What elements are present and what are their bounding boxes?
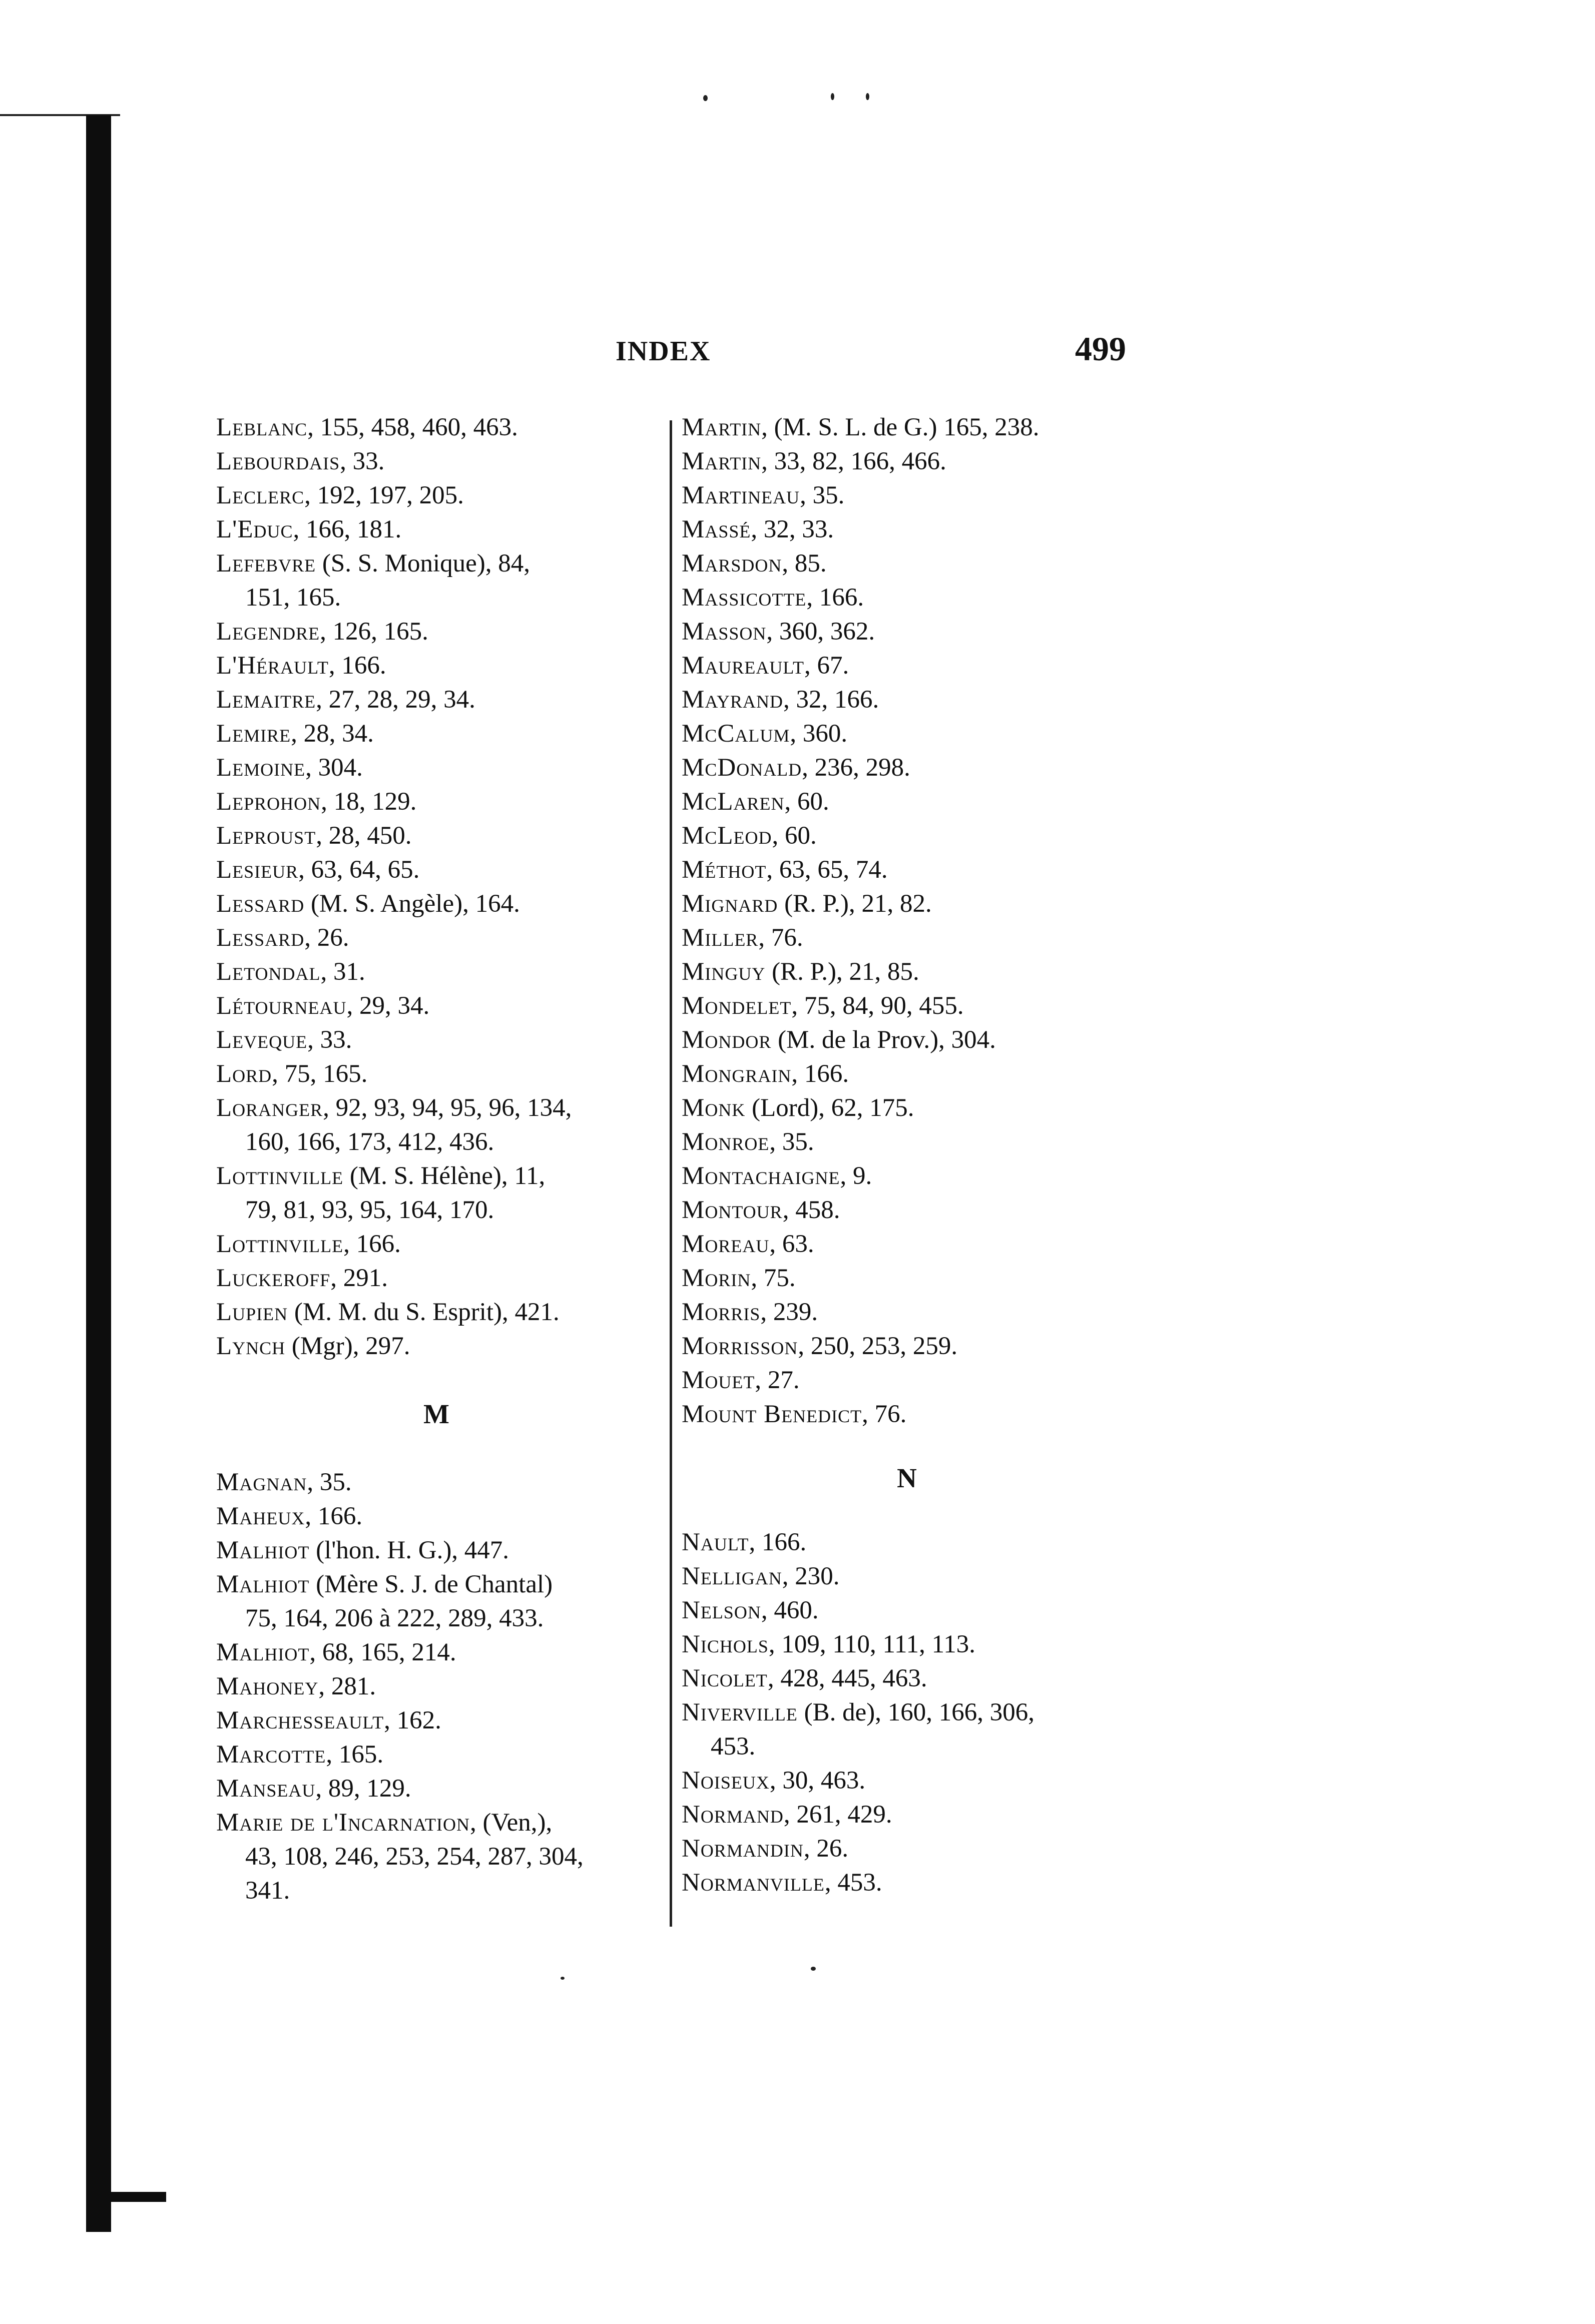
entry-name: Montour xyxy=(682,1196,783,1224)
index-entry xyxy=(682,887,1132,921)
entry-references: , 75, 84, 90, 455. xyxy=(791,992,964,1020)
entry-name: Magnan xyxy=(216,1468,307,1496)
entry-references: , 109, 110, 111, 113. xyxy=(768,1630,976,1658)
index-entry xyxy=(216,1091,657,1125)
entry-references: , 63, 64, 65. xyxy=(298,856,420,884)
entry-name: Morrisson xyxy=(682,1332,798,1360)
entry-name: Manseau xyxy=(216,1775,316,1803)
entry-name: Massé xyxy=(682,515,751,543)
entry-references: , 35. xyxy=(307,1468,352,1496)
index-entry xyxy=(216,1737,657,1772)
index-entry xyxy=(682,1057,1132,1091)
entry-references: 341. xyxy=(245,1877,290,1905)
entry-references: , 453. xyxy=(824,1869,882,1897)
index-entry xyxy=(682,615,1132,649)
entry-references: , 92, 93, 94, 95, 96, 134, xyxy=(323,1094,572,1122)
entry-references: , (Ven,), xyxy=(470,1809,553,1837)
index-entry xyxy=(682,1695,1132,1729)
index-entry xyxy=(682,410,1132,444)
index-entry xyxy=(682,444,1132,478)
entry-references: (Mère S. J. de Chantal) xyxy=(309,1570,553,1598)
index-entry-continuation xyxy=(216,1193,657,1227)
page-number: 499 xyxy=(1075,330,1126,368)
entry-name: Mignard xyxy=(682,890,778,918)
entry-name: Malhiot xyxy=(216,1536,310,1564)
entry-references: , 35. xyxy=(769,1128,814,1156)
entry-name: Marsdon xyxy=(682,549,782,577)
entry-references: , 33. xyxy=(307,1026,352,1054)
index-entry xyxy=(216,1703,657,1737)
letter-heading-n: N xyxy=(897,1463,917,1493)
entry-references: (M. de la Prov.), 304. xyxy=(771,1026,996,1054)
entry-name: Martin xyxy=(682,413,762,441)
entry-name: Marie de l'Incarnation xyxy=(216,1809,470,1837)
entry-references: , 68, 165, 214. xyxy=(309,1638,456,1666)
entry-references: , 162. xyxy=(384,1706,441,1734)
entry-references: , 165. xyxy=(326,1740,384,1769)
entry-name: Morris xyxy=(682,1298,761,1326)
entry-name: Maheux xyxy=(216,1502,305,1530)
entry-references: , 291. xyxy=(330,1264,388,1292)
entry-references: , 458. xyxy=(782,1196,840,1224)
entry-name: Leprohon xyxy=(216,788,321,816)
index-entry xyxy=(682,751,1132,785)
entry-references: 75, 164, 206 à 222, 289, 433. xyxy=(245,1604,544,1632)
entry-references: , 28, 34. xyxy=(291,720,374,748)
binding-shadow-foot xyxy=(111,2192,166,2202)
index-entry xyxy=(682,512,1132,546)
entry-references: , 166, 181. xyxy=(293,515,402,543)
entry-name: Létourneau xyxy=(216,992,347,1020)
index-entry xyxy=(216,1261,657,1295)
index-entry xyxy=(216,1533,657,1567)
index-entry xyxy=(216,1806,657,1840)
entry-name: Lynch xyxy=(216,1332,286,1360)
entry-references: , 28, 450. xyxy=(316,822,412,850)
scan-speck xyxy=(831,93,834,100)
entry-references: , 239. xyxy=(760,1298,818,1326)
index-entry xyxy=(682,580,1132,615)
entry-references: , 35. xyxy=(800,481,845,509)
index-entry xyxy=(216,546,657,580)
scan-speck xyxy=(866,93,869,100)
entry-references: , 460. xyxy=(761,1596,819,1624)
entry-name: Monk xyxy=(682,1094,746,1122)
entry-name: Mount Benedict xyxy=(682,1400,862,1428)
index-entry xyxy=(682,1661,1132,1695)
index-entry xyxy=(216,649,657,683)
index-entry xyxy=(682,1866,1132,1900)
entry-references: , 166. xyxy=(343,1230,401,1258)
entry-name: Niverville xyxy=(682,1698,798,1726)
entry-name: Martineau xyxy=(682,481,800,509)
entry-name: Lesieur xyxy=(216,856,299,884)
index-entry xyxy=(682,1764,1132,1798)
index-entry xyxy=(682,1832,1132,1866)
index-entry xyxy=(216,1295,657,1329)
entry-references: , 32, 33. xyxy=(751,515,834,543)
index-entry-continuation xyxy=(216,1840,657,1874)
index-entry xyxy=(682,1227,1132,1261)
entry-name: Lessard xyxy=(216,890,305,918)
entry-references: , 166. xyxy=(749,1528,807,1556)
entry-references: , 166. xyxy=(305,1502,363,1530)
entry-references: (R. P.), 21, 85. xyxy=(765,958,919,986)
entry-references: (M. S. Hélène), 11, xyxy=(343,1162,546,1190)
entry-name: Moreau xyxy=(682,1230,770,1258)
entry-references: , 29, 34. xyxy=(346,992,430,1020)
entry-references: , 60. xyxy=(772,822,817,850)
entry-references: (S. S. Monique), 84, xyxy=(316,549,530,577)
entry-references: , 67. xyxy=(804,652,849,680)
entry-references: , (M. S. L. de G.) 165, 238. xyxy=(761,413,1039,441)
entry-name: Lemire xyxy=(216,720,291,748)
entry-name: Legendre xyxy=(216,618,320,646)
entry-name: Mongrain xyxy=(682,1060,792,1088)
index-entry xyxy=(682,1397,1132,1431)
index-entry xyxy=(682,921,1132,955)
index-entry xyxy=(216,1499,657,1533)
index-entry xyxy=(216,1329,657,1363)
entry-name: Nelligan xyxy=(682,1562,782,1590)
entry-references: , 85. xyxy=(782,549,827,577)
entry-references: , 63, 65, 74. xyxy=(766,856,888,884)
entry-name: Mouet xyxy=(682,1366,755,1394)
entry-name: Méthot xyxy=(682,856,767,884)
entry-references: , 76. xyxy=(862,1400,907,1428)
index-entry xyxy=(682,1295,1132,1329)
entry-name: Lottinville xyxy=(216,1162,344,1190)
entry-references: , 27, 28, 29, 34. xyxy=(316,686,475,714)
index-entry xyxy=(682,1159,1132,1193)
entry-name: Leveque xyxy=(216,1026,308,1054)
entry-references: 43, 108, 246, 253, 254, 287, 304, xyxy=(245,1843,584,1871)
index-entry xyxy=(216,921,657,955)
entry-name: Loranger xyxy=(216,1094,323,1122)
entry-name: Monroe xyxy=(682,1128,770,1156)
entry-name: Letondal xyxy=(216,958,321,986)
entry-name: Normand xyxy=(682,1801,784,1829)
entry-name: Lemoine xyxy=(216,754,306,782)
entry-references: (R. P.), 21, 82. xyxy=(778,890,932,918)
entry-name: Noiseux xyxy=(682,1767,770,1795)
index-entry xyxy=(216,1669,657,1703)
index-entry xyxy=(216,444,657,478)
index-entry xyxy=(682,819,1132,853)
entry-name: Maureault xyxy=(682,652,805,680)
entry-references: , 63. xyxy=(769,1230,814,1258)
index-entry-continuation xyxy=(216,1125,657,1159)
letter-heading-m: M xyxy=(423,1399,449,1429)
entry-list-m-continued xyxy=(682,410,1132,1431)
entry-references: , 31. xyxy=(320,958,365,986)
index-entry xyxy=(216,478,657,512)
index-entry xyxy=(682,546,1132,580)
index-entry xyxy=(682,989,1132,1023)
entry-name: Minguy xyxy=(682,958,766,986)
index-entry xyxy=(682,1193,1132,1227)
index-entry xyxy=(682,853,1132,887)
entry-references: 160, 166, 173, 412, 436. xyxy=(245,1128,494,1156)
index-entry xyxy=(682,1627,1132,1661)
index-entry xyxy=(682,717,1132,751)
entry-name: Luckeroff xyxy=(216,1264,331,1292)
entry-name: Masson xyxy=(682,618,767,646)
entry-references: , 304. xyxy=(305,754,363,782)
entry-references: , 428, 445, 463. xyxy=(767,1664,927,1692)
index-entry xyxy=(682,1091,1132,1125)
entry-references: , 9. xyxy=(840,1162,872,1190)
index-column-right xyxy=(682,410,1132,1900)
entry-name: Malhiot xyxy=(216,1638,310,1666)
entry-references: 453. xyxy=(711,1732,756,1761)
index-entry xyxy=(216,785,657,819)
entry-name: McCalum xyxy=(682,720,790,748)
entry-list-m xyxy=(216,1465,657,1908)
entry-name: Malhiot xyxy=(216,1570,310,1598)
entry-name: Normandin xyxy=(682,1835,804,1863)
index-entry xyxy=(682,1559,1132,1593)
entry-name: Mahoney xyxy=(216,1672,319,1700)
index-entry xyxy=(216,615,657,649)
index-entry xyxy=(682,1125,1132,1159)
index-entry xyxy=(216,1057,657,1091)
entry-name: Nelson xyxy=(682,1596,761,1624)
index-entry-continuation xyxy=(216,580,657,615)
entry-references: (Mgr), 297. xyxy=(285,1332,410,1360)
index-entry xyxy=(216,717,657,751)
index-entry xyxy=(216,751,657,785)
entry-references: , 27. xyxy=(755,1366,800,1394)
entry-references: , 192, 197, 205. xyxy=(304,481,464,509)
entry-name: McLaren xyxy=(682,788,785,816)
index-entry xyxy=(682,1363,1132,1397)
index-entry xyxy=(682,683,1132,717)
entry-name: Lupien xyxy=(216,1298,288,1326)
entry-references: , 76. xyxy=(758,924,803,952)
entry-name: Miller xyxy=(682,924,759,952)
entry-name: Lefebvre xyxy=(216,549,316,577)
entry-name: Mayrand xyxy=(682,686,784,714)
entry-name: McLeod xyxy=(682,822,772,850)
entry-list-l xyxy=(216,410,657,1363)
index-entry xyxy=(216,1635,657,1669)
entry-name: Mondelet xyxy=(682,992,792,1020)
index-entry-continuation xyxy=(216,1601,657,1635)
entry-name: Marchesseault xyxy=(216,1706,384,1734)
index-entry xyxy=(216,989,657,1023)
entry-name: Normanville xyxy=(682,1869,825,1897)
index-entry xyxy=(216,683,657,717)
page-title: INDEX xyxy=(616,336,711,367)
entry-name: L'Educ xyxy=(216,515,293,543)
entry-references: , 126, 165. xyxy=(320,618,428,646)
index-entry xyxy=(682,1329,1132,1363)
index-column-left xyxy=(216,410,657,1908)
index-entry xyxy=(216,1159,657,1193)
binding-shadow xyxy=(86,115,111,2232)
entry-references: , 18, 129. xyxy=(321,788,417,816)
index-entry xyxy=(216,819,657,853)
index-entry xyxy=(682,1261,1132,1295)
index-entry xyxy=(682,478,1132,512)
entry-references: , 230. xyxy=(782,1562,840,1590)
entry-references: , 26. xyxy=(304,924,349,952)
entry-name: Nicolet xyxy=(682,1664,768,1692)
entry-references: , 33, 82, 166, 466. xyxy=(761,447,946,475)
entry-references: (l'hon. H. G.), 447. xyxy=(309,1536,509,1564)
entry-name: Lottinville xyxy=(216,1230,344,1258)
entry-references: , 60. xyxy=(784,788,829,816)
index-entry xyxy=(682,1525,1132,1559)
entry-references: 79, 81, 93, 95, 164, 170. xyxy=(245,1196,494,1224)
entry-references: , 30, 463. xyxy=(769,1767,866,1795)
entry-references: , 155, 458, 460, 463. xyxy=(307,413,518,441)
index-entry-continuation xyxy=(216,1874,657,1908)
entry-name: Lemaitre xyxy=(216,686,316,714)
index-entry xyxy=(216,853,657,887)
entry-references: , 250, 253, 259. xyxy=(798,1332,958,1360)
entry-references: , 360. xyxy=(790,720,848,748)
index-entry xyxy=(682,1798,1132,1832)
index-entry xyxy=(216,955,657,989)
index-entry xyxy=(216,1227,657,1261)
scan-speck xyxy=(811,1967,816,1971)
entry-references: (Lord), 62, 175. xyxy=(745,1094,914,1122)
scan-speck xyxy=(561,1977,565,1980)
entry-list-n xyxy=(682,1525,1132,1900)
index-entry xyxy=(682,955,1132,989)
entry-references: (M. S. Angèle), 164. xyxy=(304,890,520,918)
index-entry-continuation xyxy=(682,1729,1132,1764)
index-entry xyxy=(682,785,1132,819)
entry-name: L'Hérault xyxy=(216,652,329,680)
entry-name: Leblanc xyxy=(216,413,308,441)
entry-references: , 360, 362. xyxy=(766,618,875,646)
column-divider xyxy=(670,420,672,1927)
index-entry xyxy=(216,410,657,444)
entry-references: , 281. xyxy=(318,1672,376,1700)
index-entry xyxy=(216,1567,657,1601)
entry-name: McDonald xyxy=(682,754,802,782)
entry-name: Lebourdais xyxy=(216,447,340,475)
entry-name: Morin xyxy=(682,1264,751,1292)
entry-name: Leproust xyxy=(216,822,316,850)
entry-references: , 89, 129. xyxy=(315,1775,411,1803)
entry-name: Montachaigne xyxy=(682,1162,840,1190)
entry-name: Martin xyxy=(682,447,762,475)
index-entry xyxy=(216,1772,657,1806)
index-entry xyxy=(216,887,657,921)
index-entry xyxy=(682,649,1132,683)
entry-references: 151, 165. xyxy=(245,584,341,612)
entry-name: Lord xyxy=(216,1060,272,1088)
entry-name: Nault xyxy=(682,1528,749,1556)
entry-references: (B. de), 160, 166, 306, xyxy=(797,1698,1035,1726)
entry-name: Massicotte xyxy=(682,584,807,612)
index-entry xyxy=(216,1465,657,1499)
index-entry xyxy=(682,1593,1132,1627)
entry-references: , 261, 429. xyxy=(783,1801,892,1829)
index-entry xyxy=(216,512,657,546)
entry-references: (M. M. du S. Esprit), 421. xyxy=(288,1298,560,1326)
entry-references: , 33. xyxy=(340,447,385,475)
entry-references: , 166. xyxy=(791,1060,849,1088)
entry-references: , 75. xyxy=(751,1264,796,1292)
entry-references: , 166. xyxy=(328,652,386,680)
entry-name: Mondor xyxy=(682,1026,772,1054)
entry-name: Nichols xyxy=(682,1630,769,1658)
entry-name: Leclerc xyxy=(216,481,305,509)
scan-speck xyxy=(703,95,708,101)
index-entry xyxy=(216,1023,657,1057)
entry-references: , 75, 165. xyxy=(272,1060,368,1088)
entry-references: , 32, 166. xyxy=(783,686,879,714)
entry-references: , 236, 298. xyxy=(802,754,910,782)
entry-references: , 26. xyxy=(803,1835,849,1863)
entry-name: Marcotte xyxy=(216,1740,326,1769)
index-entry xyxy=(682,1023,1132,1057)
entry-references: , 166. xyxy=(806,584,864,612)
entry-name: Lessard xyxy=(216,924,305,952)
